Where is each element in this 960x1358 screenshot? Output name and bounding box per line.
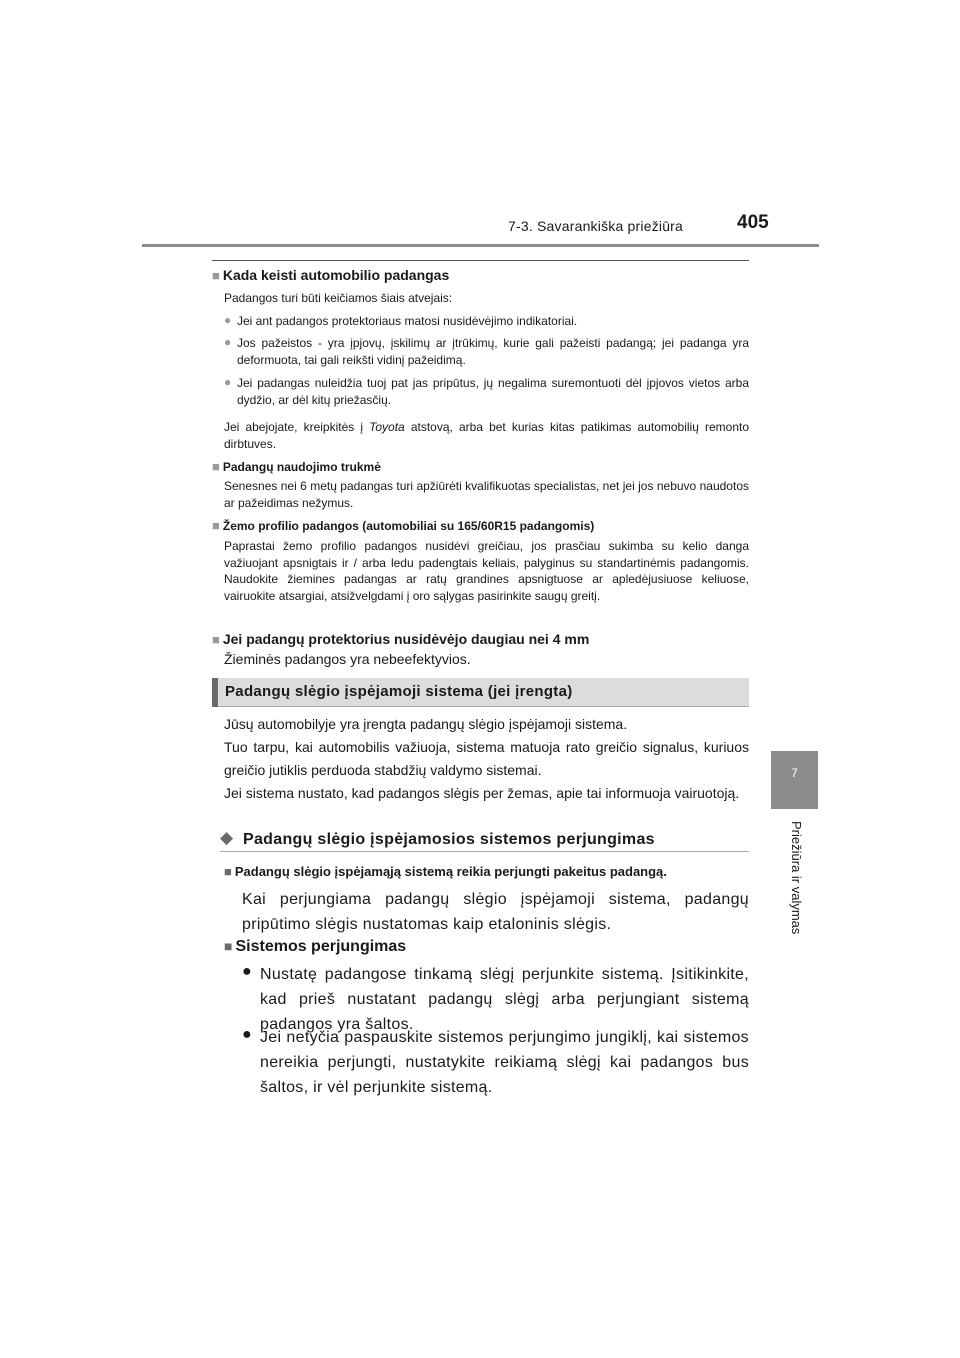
section-text: Senesnes nei 6 metų padangas turi apžiūrėti kvalifikuotas specialistas, net jei jos nebuvo naudotos ar pažeidimas nežymus.	[224, 479, 749, 510]
section-text: Paprastai žemo profilio padangos nusidėvi greičiau, jos prasčiau sukimba su kelio danga važiuojant apsnigtais ir / arba ledu padengtais keliais, palyginus su standartinėmis padangomis. Naudokite žiemines padangas ar ratų grandines apsnigtuose ar apledėjusiuose keliuose, vairuokite atsargiai, atsižvelgdami į oro sąlygas pasirinkite saugų greitį.	[224, 539, 749, 603]
list-item	[242, 1025, 749, 1100]
advice-text-b: atstovą, arba bet kurias kitas patikimas automobilių remonto dirbtuves.	[224, 420, 750, 451]
subsection-heading-text: Sistemos perjungimas	[235, 938, 407, 955]
section-when-to-replace	[212, 267, 749, 283]
section-heading: Žemo profilio padangos (automobiliai su 165/60R15 padangomis)	[222, 519, 595, 533]
brand-name: Toyota	[369, 420, 405, 434]
section-low-profile	[212, 518, 749, 533]
list-item	[224, 313, 749, 330]
band-title: Padangų slėgio įspėjamoji sistema (jei įrengta)	[225, 683, 573, 700]
square-bullet-icon: ■	[212, 268, 220, 283]
subsection-heading	[224, 864, 749, 879]
subsection-heading-text: Padangų slėgio įspėjamąją sistemą reikia perjungti pakeitus padangą.	[234, 864, 667, 879]
square-bullet-icon: ■	[224, 938, 233, 954]
round-bullet-icon: ●	[224, 313, 232, 327]
list-item-text: Jos pažeistos - yra įpjovų, įskilimų ar įtrūkimų, kurie gali pažeisti padangą; jei padanga yra deformuota, tai gali reikšti vidinį pažeidimą.	[237, 336, 749, 367]
subsection-heading	[224, 938, 749, 956]
advice-text-a: Jei abejojate, kreipkitės į	[224, 420, 370, 434]
section-heading: Kada keisti automobilio padangas	[222, 267, 450, 283]
round-bullet-icon: ●	[242, 963, 252, 980]
subsection-rule	[220, 851, 749, 852]
section-tread-wear	[212, 631, 749, 647]
chapter-number: 7	[791, 766, 798, 780]
chapter-label: Priežiūra ir valymas	[789, 821, 804, 935]
section-band-marker	[212, 678, 218, 707]
list-item-text: Jei padangas nuleidžia tuoj pat jas pripūtus, jų negalima suremontuoti dėl įpjovos vietos arba dydžio, ar dėl kitų priežasčių.	[237, 376, 749, 407]
header-rule	[142, 244, 819, 247]
list-item	[224, 335, 749, 368]
list-item	[224, 375, 749, 408]
list-item-text: Jei ant padangos protektoriaus matosi nusidėvėjimo indikatoriai.	[237, 314, 578, 328]
section-heading: Jei padangų protektorius nusidėvėjo daugiau nei 4 mm	[222, 631, 590, 647]
advice-text	[224, 419, 749, 452]
round-bullet-icon: ●	[242, 1026, 252, 1043]
diamond-icon: ◆	[220, 828, 234, 847]
subsection-title: Padangų slėgio įspėjamosios sistemos perjungimas	[243, 831, 655, 848]
paragraph: Jei sistema nustato, kad padangos slėgis per žemas, apie tai informuoja vairuotoją.	[224, 785, 740, 801]
section-heading: Padangų naudojimo trukmė	[222, 460, 381, 474]
paragraph: Tuo tarpu, kai automobilis važiuoja, sistema matuoja rato greičio signalus, kuriuos greičio jutiklis perduoda stabdžių valdymo sistemai.	[224, 739, 749, 778]
square-bullet-icon: ■	[212, 459, 220, 474]
list-item-text: Nustatę padangose tinkamą slėgį perjunkite sistemą. Įsitikinkite, kad prieš nustatant padangų slėgį arba perjungiant sistemą padangos yra šaltos.	[260, 966, 749, 1033]
section-text: Žieminės padangos yra nebeefektyvios.	[224, 651, 471, 667]
square-bullet-icon: ■	[212, 518, 220, 533]
intro-text: Padangos turi būti keičiamos šiais atvejais:	[224, 291, 453, 305]
round-bullet-icon: ●	[224, 335, 232, 349]
list-item-text: Jei netyčia paspauskite sistemos perjungimo jungiklį, kai sistemos nereikia perjungti, nustatykite reikiamą slėgį kai padangos bus šaltos, ir vėl perjunkite sistemą.	[260, 1029, 749, 1096]
section-tire-life	[212, 459, 749, 474]
square-bullet-icon: ■	[224, 864, 232, 879]
content-top-rule	[212, 260, 749, 261]
round-bullet-icon: ●	[224, 375, 232, 389]
page-number: 405	[737, 212, 769, 233]
section-title: 7-3. Savarankiška priežiūra	[508, 218, 684, 234]
chapter-tab	[771, 751, 818, 809]
paragraph: Jūsų automobilyje yra įrengta padangų slėgio įspėjamoji sistema.	[224, 716, 628, 732]
square-bullet-icon: ■	[212, 632, 220, 647]
paragraph: Kai perjungiama padangų slėgio įspėjamoji sistema, padangų pripūtimo slėgis nustatomas kaip etaloninis slėgis.	[242, 891, 749, 933]
